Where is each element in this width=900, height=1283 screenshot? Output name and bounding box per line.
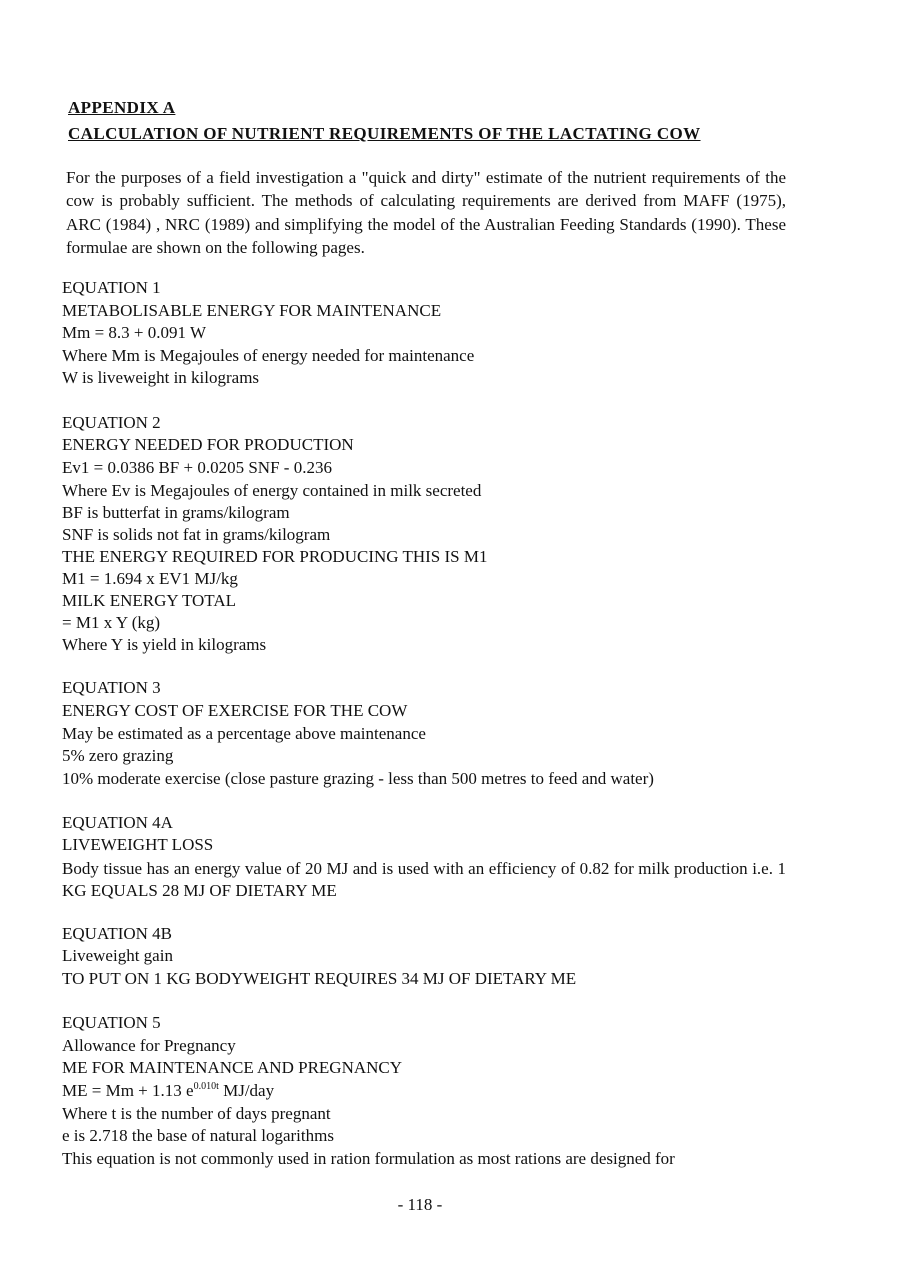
equation-3-line-3: 10% moderate exercise (close pasture grazing - less than 500 metres to feed and water) [62, 769, 654, 788]
equation-2-line-7: = M1 x Y (kg) [62, 613, 161, 632]
equation-3-line-2: 5% zero grazing [62, 746, 174, 765]
equation-5-formula [62, 1081, 274, 1101]
page-number: - 118 - [397, 1195, 443, 1214]
equation-5-formula-base: ME = Mm + 1.13 e [62, 1081, 194, 1100]
appendix-title: APPENDIX A [68, 98, 176, 117]
equation-3-title: EQUATION 3 [62, 678, 161, 697]
equation-5-note: This equation is not commonly used in ration formulation as most rations are designed for [62, 1149, 675, 1168]
equation-5-title: EQUATION 5 [62, 1013, 161, 1032]
equation-5-line-1: ME FOR MAINTENANCE AND PREGNANCY [62, 1058, 403, 1077]
equation-1-title: EQUATION 1 [62, 278, 161, 297]
equation-1-heading: METABOLISABLE ENERGY FOR MAINTENANCE [62, 301, 442, 320]
equation-4a-heading: LIVEWEIGHT LOSS [62, 835, 214, 854]
equation-1-where-2: W is liveweight in kilograms [62, 368, 260, 387]
equation-3-heading: ENERGY COST OF EXERCISE FOR THE COW [62, 701, 408, 720]
equation-2-where-3: SNF is solids not fat in grams/kilogram [62, 525, 331, 544]
equation-2-line-5: M1 = 1.694 x EV1 MJ/kg [62, 569, 238, 588]
equation-3-line-1: May be estimated as a percentage above maintenance [62, 724, 426, 743]
equation-5-formula-units: MJ/day [218, 1081, 275, 1100]
equation-2-line-6: MILK ENERGY TOTAL [62, 591, 236, 610]
equation-2-line-8: Where Y is yield in kilograms [62, 635, 267, 654]
equation-2-line-4: THE ENERGY REQUIRED FOR PRODUCING THIS IS M1 [62, 547, 488, 566]
equation-2-heading: ENERGY NEEDED FOR PRODUCTION [62, 435, 354, 454]
equation-2-formula: Ev1 = 0.0386 BF + 0.0205 SNF - 0.236 [62, 458, 332, 477]
equation-4b-title: EQUATION 4B [62, 924, 173, 943]
equation-1-formula: Mm = 8.3 + 0.091 W [62, 323, 207, 342]
equation-4a-title: EQUATION 4A [62, 813, 173, 832]
equation-5-where-1: Where t is the number of days pregnant [62, 1104, 331, 1123]
equation-5-where-2: e is 2.718 the base of natural logarithms [62, 1126, 334, 1145]
equation-5-heading: Allowance for Pregnancy [62, 1036, 236, 1055]
equation-2-where-1: Where Ev is Megajoules of energy contained in milk secreted [62, 481, 482, 500]
appendix-subtitle: CALCULATION OF NUTRIENT REQUIREMENTS OF THE LACTATING COW [68, 124, 701, 143]
equation-5-formula-exponent: 0.010t [193, 1081, 219, 1092]
equation-4b-heading: Liveweight gain [62, 946, 173, 965]
intro-paragraph: For the purposes of a field investigation a "quick and dirty" estimate of the nutrient requirements of the cow is probably sufficient. The methods of calculating requirements are derived from MAFF (1975), ARC (1984) , NRC (1989) and simplifying the model of the Australian Feeding Standards (1990). These formulae are shown on the following pages. [66, 168, 786, 257]
equation-4a-body: Body tissue has an energy value of 20 MJ and is used with an efficiency of 0.82 for milk production i.e. 1 KG EQUALS 28 MJ OF DIETARY ME [62, 859, 786, 900]
equation-4b-line-1: TO PUT ON 1 KG BODYWEIGHT REQUIRES 34 MJ OF DIETARY ME [62, 969, 577, 988]
equation-2-where-2: BF is butterfat in grams/kilogram [62, 503, 290, 522]
equation-1-where-1: Where Mm is Megajoules of energy needed for maintenance [62, 346, 475, 365]
equation-2-title: EQUATION 2 [62, 413, 161, 432]
